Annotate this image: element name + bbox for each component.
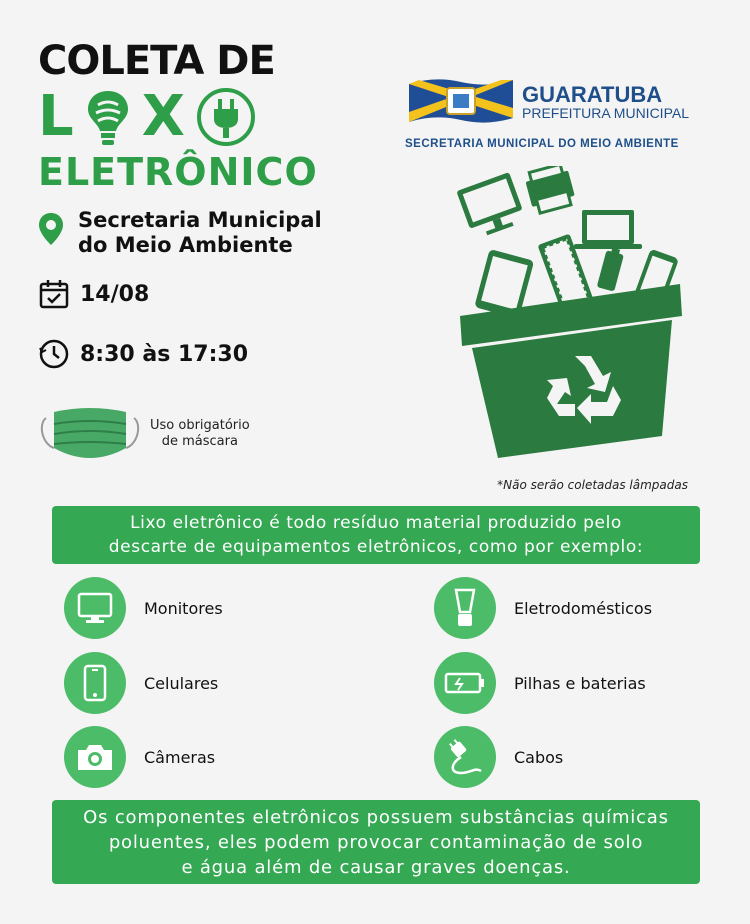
mask-notice [150,418,250,450]
date-info [38,278,149,310]
mask-line-1: Uso obrigatório [150,418,250,433]
mask-line-2: de máscara [161,434,238,449]
phone-icon [83,664,107,702]
title-letter-x: X [141,84,185,149]
time-info [38,338,248,370]
lamp-exclusion-note: *Não serão coletadas lâmpadas [497,478,688,492]
item-pilhas [434,652,646,714]
battery-icon [597,246,625,291]
location-line-1: Secretaria Municipal [78,208,322,232]
electronics-recycle-bin-illustration [450,166,690,466]
face-mask-icon [40,404,140,468]
footer-banner [52,800,700,884]
footer-line-3: e água além de causar graves doenças. [181,857,571,878]
printer-icon [523,166,576,215]
guaratuba-flag-logo [405,76,517,126]
item-label-cabos: Cabos [514,747,564,767]
monitor-icon [456,172,526,240]
item-eletrodomesticos [434,577,652,639]
date-text: 14/08 [80,281,150,307]
item-label-eletrodomesticos: Eletrodomésticos [514,598,653,618]
location-line-2: do Meio Ambiente [78,233,293,257]
location-pin-icon [38,212,64,246]
logo-department: SECRETARIA MUNICIPAL DO MEIO AMBIENTE [405,138,679,150]
cable-icon [445,737,485,777]
blender-icon [452,588,478,628]
battery-icon [444,672,486,694]
title-letter-l: L [38,84,74,149]
footer-line-1: Os componentes eletrônicos possuem substâncias químicas [83,807,669,828]
title-line-1: COLETA DE [38,38,275,84]
time-text: 8:30 às 17:30 [80,341,249,367]
item-cabos [434,726,563,788]
location-info [38,208,322,258]
intro-line-2: descarte de equipamentos eletrônicos, como por exemplo: [108,537,644,557]
logo-subtitle: PREFEITURA MUNICIPAL [522,105,689,121]
monitor-icon [77,592,113,624]
intro-line-1: Lixo eletrônico é todo resíduo material produzido pelo [130,513,622,533]
logo-name: GUARATUBA [522,82,663,107]
item-label-pilhas: Pilhas e baterias [514,673,646,693]
footer-line-2: poluentes, eles podem provocar contaminação de solo [108,832,644,853]
intro-banner [52,506,700,564]
title-line-2 [38,84,257,150]
item-label-monitores: Monitores [144,598,223,618]
title-line-3: ELETRÔNICO [38,150,318,194]
lightbulb-icon [82,87,134,147]
item-cameras [64,726,215,788]
item-monitores [64,577,223,639]
camera-icon [76,742,114,772]
item-celulares [64,652,218,714]
calendar-icon [38,278,70,310]
laptop-icon [574,210,642,249]
item-label-celulares: Celulares [144,673,219,693]
clock-icon [38,338,70,370]
plug-icon [195,86,257,148]
item-label-cameras: Câmeras [144,747,216,767]
